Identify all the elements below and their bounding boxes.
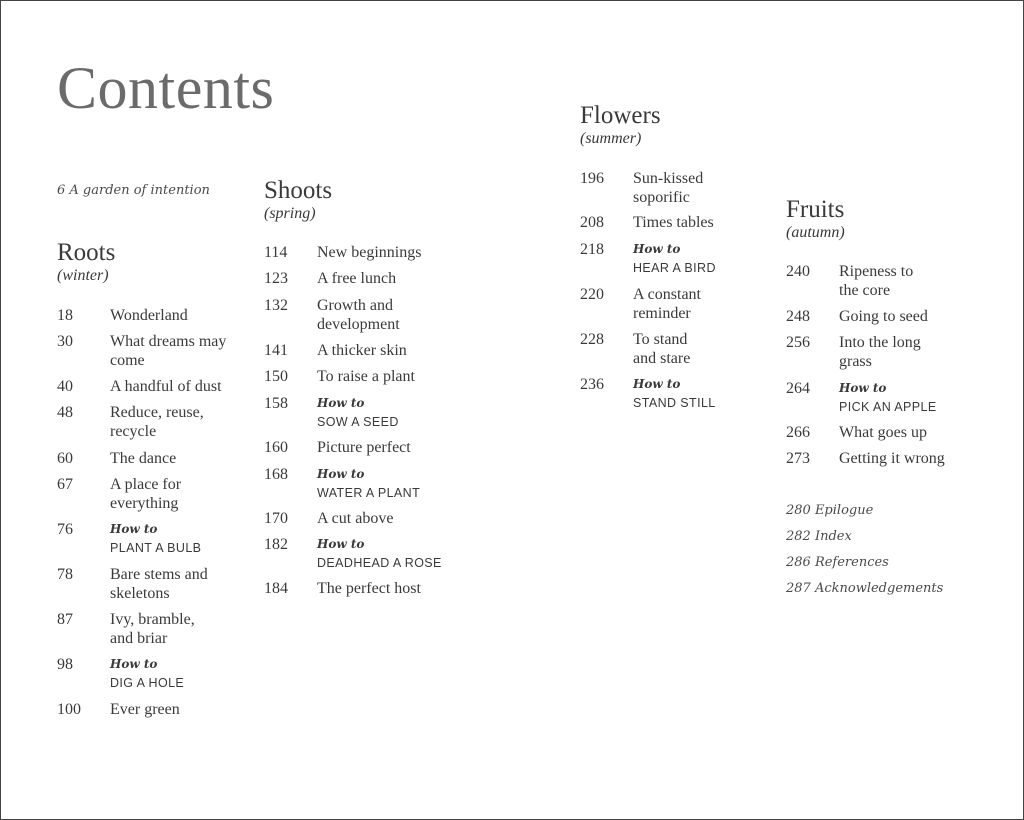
intro-entry: 6 A garden of intention (57, 183, 210, 198)
page-number: 132 (264, 297, 288, 314)
page-number: 266 (786, 424, 810, 441)
page-number: 160 (264, 439, 288, 456)
how-to-label: How to (110, 657, 158, 671)
how-to-label: How to (317, 467, 365, 481)
how-to-title: HEAR A BIRD (633, 261, 716, 275)
entry-title (839, 333, 974, 371)
entry-title-line: To stand (633, 331, 688, 348)
entry-title-line: Times tables (633, 214, 714, 231)
page-number: 218 (580, 241, 604, 258)
entry-title-line: Wonderland (110, 307, 188, 324)
appendix-references: 286 References (786, 555, 889, 570)
page-number: 48 (57, 404, 73, 421)
entry-title (317, 341, 452, 360)
entry-title (839, 423, 974, 442)
how-to-label: How to (633, 377, 681, 391)
page-number: 87 (57, 611, 73, 628)
entry-title-line: A thicker skin (317, 342, 407, 359)
entry-title (633, 169, 768, 207)
entry-title (633, 330, 768, 368)
page-number: 67 (57, 476, 73, 493)
entry-title (633, 213, 768, 232)
how-to-title: DEADHEAD A ROSE (317, 556, 442, 570)
page-number: 123 (264, 270, 288, 287)
entry-title (317, 438, 452, 457)
how-to-title: STAND STILL (633, 396, 716, 410)
page-number: 273 (786, 450, 810, 467)
entry-title-line: Growth and (317, 297, 393, 314)
page-number: 114 (264, 244, 288, 261)
entry-title-line: What goes up (839, 424, 927, 441)
entry-title-line: Ripeness to (839, 263, 914, 280)
entry-title (317, 296, 452, 334)
entry-title (110, 377, 245, 396)
entry-title (317, 367, 452, 386)
section-heading-fruits: Fruits (786, 196, 845, 223)
entry-title-line: Sun-kissed (633, 170, 704, 187)
page-number: 78 (57, 566, 73, 583)
entry-title (110, 475, 245, 513)
appendix-index: 282 Index (786, 529, 852, 544)
page-title: Contents (57, 55, 275, 121)
entry-title (110, 332, 245, 370)
entry-title-line: New beginnings (317, 244, 422, 261)
page-number: 30 (57, 333, 73, 350)
entry-title-line: reminder (633, 305, 691, 322)
entry-title (110, 610, 245, 648)
page-number: 236 (580, 376, 604, 393)
page-number: 141 (264, 342, 288, 359)
entry-title (110, 700, 245, 719)
page-number: 40 (57, 378, 73, 395)
entry-title (317, 243, 452, 262)
entry-title-line: Ivy, bramble, (110, 611, 195, 628)
entry-title-line: skeletons (110, 585, 170, 602)
section-season-flowers: (summer) (580, 130, 642, 147)
entry-title-line: A handful of dust (110, 378, 222, 395)
section-season-fruits: (autumn) (786, 224, 845, 241)
page-number: 98 (57, 656, 73, 673)
how-to-title: DIG A HOLE (110, 676, 185, 690)
entry-title-line: and stare (633, 350, 691, 367)
page-number: 228 (580, 331, 604, 348)
entry-title-line: To raise a plant (317, 368, 415, 385)
section-season-roots: (winter) (57, 267, 109, 284)
page-number: 60 (57, 450, 73, 467)
appendix-epilogue: 280 Epilogue (786, 503, 874, 518)
page-number: 240 (786, 263, 810, 280)
entry-title-line: The dance (110, 450, 177, 467)
entry-title (317, 269, 452, 288)
entry-title-line: Ever green (110, 701, 180, 718)
page-number: 100 (57, 701, 81, 718)
entry-title-line: What dreams may (110, 333, 227, 350)
entry-title-line: A constant (633, 286, 701, 303)
entry-title-line: The perfect host (317, 580, 421, 597)
page-number: 184 (264, 580, 288, 597)
entry-title (110, 565, 245, 603)
entry-title (110, 306, 245, 325)
entry-title-line: Into the long (839, 334, 921, 351)
entry-title-line: Bare stems and (110, 566, 208, 583)
entry-title-line: recycle (110, 423, 157, 440)
page-number: 18 (57, 307, 73, 324)
section-heading-flowers: Flowers (580, 102, 661, 129)
entry-title-line: Picture perfect (317, 439, 411, 456)
how-to-title: PICK AN APPLE (839, 400, 937, 414)
how-to-title: WATER A PLANT (317, 486, 421, 500)
page-number: 182 (264, 536, 288, 553)
entry-title-line: soporific (633, 189, 690, 206)
entry-title-line: A place for (110, 476, 182, 493)
entry-title-line: Reduce, reuse, (110, 404, 204, 421)
page-number: 208 (580, 214, 604, 231)
page-number: 256 (786, 334, 810, 351)
page-number: 150 (264, 368, 288, 385)
entry-title-line: A free lunch (317, 270, 397, 287)
page-number: 76 (57, 521, 73, 538)
section-heading-shoots: Shoots (264, 177, 333, 204)
entry-title (317, 579, 452, 598)
entry-title-line: development (317, 316, 400, 333)
entry-title-line: A cut above (317, 510, 394, 527)
how-to-title: PLANT A BULB (110, 541, 202, 555)
page-number: 168 (264, 466, 288, 483)
page-number: 158 (264, 395, 288, 412)
page-number: 170 (264, 510, 288, 527)
entry-title-line: the core (839, 282, 891, 299)
how-to-label: How to (110, 522, 158, 536)
how-to-label: How to (317, 396, 365, 410)
entry-title (839, 262, 974, 300)
entry-title-line: and briar (110, 630, 168, 647)
entry-title (839, 307, 974, 326)
section-season-shoots: (spring) (264, 205, 316, 222)
entry-title (317, 509, 452, 528)
entry-title (839, 449, 974, 468)
entry-title (110, 449, 245, 468)
how-to-label: How to (839, 381, 887, 395)
page-number: 248 (786, 308, 810, 325)
entry-title-line: Going to seed (839, 308, 928, 325)
how-to-label: How to (633, 242, 681, 256)
page-number: 220 (580, 286, 604, 303)
page-number: 264 (786, 380, 810, 397)
entry-title (633, 285, 768, 323)
how-to-label: How to (317, 537, 365, 551)
how-to-title: SOW A SEED (317, 415, 399, 429)
section-heading-roots: Roots (57, 239, 116, 266)
entry-title-line: come (110, 352, 145, 369)
entry-title-line: everything (110, 495, 179, 512)
entry-title-line: grass (839, 353, 872, 370)
page-number: 196 (580, 170, 604, 187)
entry-title (110, 403, 245, 441)
entry-title-line: Getting it wrong (839, 450, 945, 467)
appendix-acknowledgements: 287 Acknowledgements (786, 581, 944, 596)
